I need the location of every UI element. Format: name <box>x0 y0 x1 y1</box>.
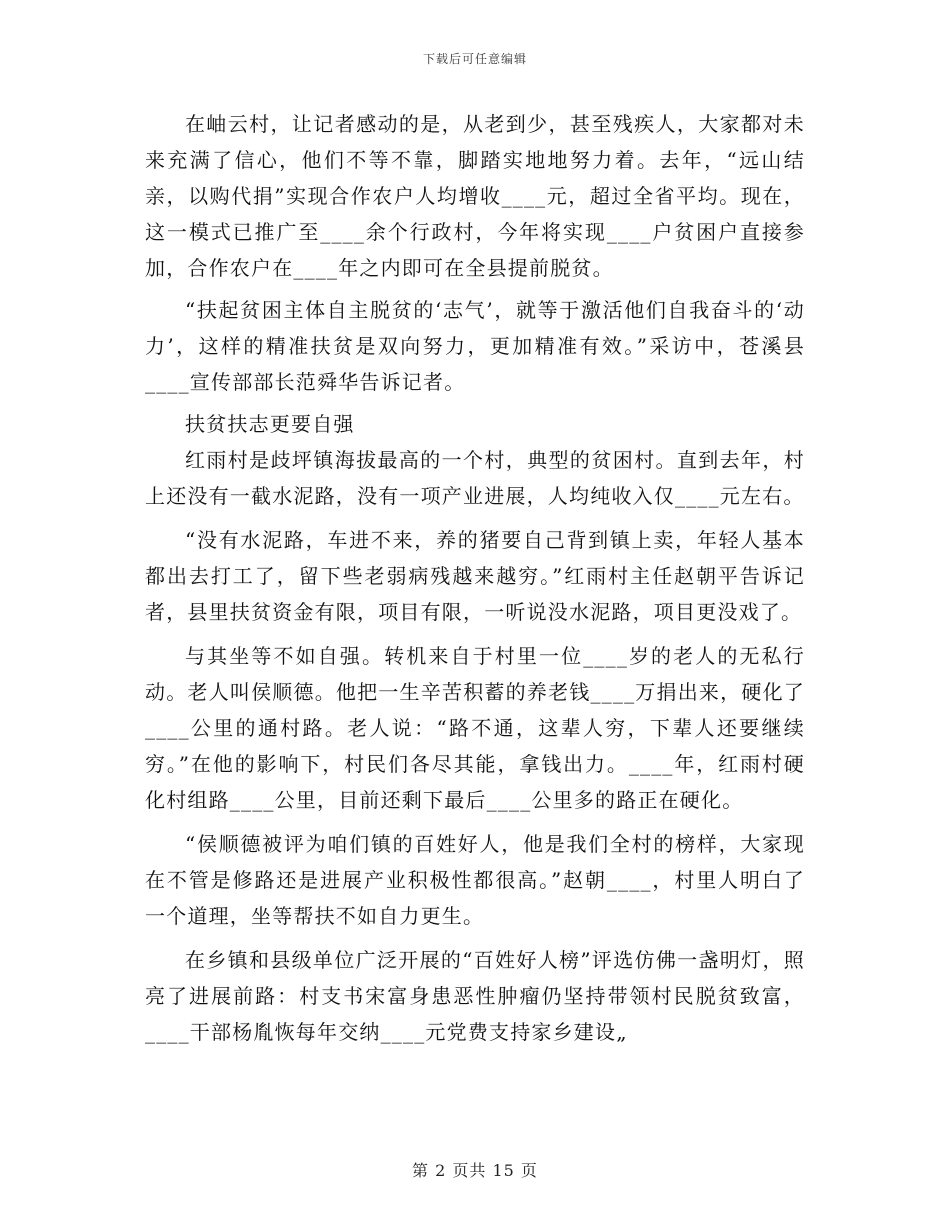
paragraph-2: “扶起贫困主体自主脱贫的‘志气’，就等于激活他们自我奋斗的‘动力’，这样的精准扶贫是双向努力，更加精准有效。”采访中，苍溪县____宣传部部长范舜华告诉记者。 <box>145 298 805 394</box>
page-number-footer: 第 2 页共 15 页 <box>412 1161 538 1180</box>
paragraph-1: 在岫云村，让记者感动的是，从老到少，甚至残疾人，大家都对未来充满了信心，他们不等不靠，脚踏实地地努力着。去年，“远山结亲，以购代捐”实现合作农户人均增收____元，超过全省平均。现在，这一模式已推广至____余个行政村，今年将实现____户贫困户直接参加，合作农户在____年之内即可在全县提前脱贫。 <box>145 112 805 280</box>
paragraph-7: 在乡镇和县级单位广泛开展的“百姓好人榜”评选仿佛一盏明灯，照亮了进展前路：村支书宋富身患恶性肿瘤仍坚持带领村民脱贫致富，____干部杨胤恢每年交纳____元党费支持家乡建设„ <box>145 948 805 1044</box>
page-header: 下载后可任意编辑 <box>422 52 527 66</box>
paragraph-3: 红雨村是歧坪镇海拔最高的一个村，典型的贫困村。直到去年，村上还没有一截水泥路，没有一项产业进展，人均纯收入仅____元左右。 <box>145 448 805 508</box>
document-body <box>145 106 805 1050</box>
paragraph-4: “没有水泥路，车进不来，养的猪要自己背到镇上卖，年轻人基本都出去打工了，留下些老弱病残越来越穷。”红雨村主任赵朝平告诉记者，县里扶贫资金有限，项目有限，一听说没水泥路，项目更没戏了。 <box>145 528 805 624</box>
paragraph-5: 与其坐等不如自强。转机来自于村里一位____岁的老人的无私行动。老人叫侯顺德。他把一生辛苦积蓄的养老钱____万捐出来，硬化了____公里的通村路。老人说：“路不通，这辈人穷，下辈人还要继续穷。”在他的影响下，村民们各尽其能，拿钱出力。____年，红雨村硬化村组路____公里，目前还剩下最后____公里多的路正在硬化。 <box>145 644 805 812</box>
section-heading: 扶贫扶志更要自强 <box>185 412 355 436</box>
paragraph-6: “侯顺德被评为咱们镇的百姓好人，他是我们全村的榜样，大家现在不管是修路还是进展产业积极性都很高。”赵朝____，村里人明白了一个道理，坐等帮扶不如自力更生。 <box>145 832 805 928</box>
